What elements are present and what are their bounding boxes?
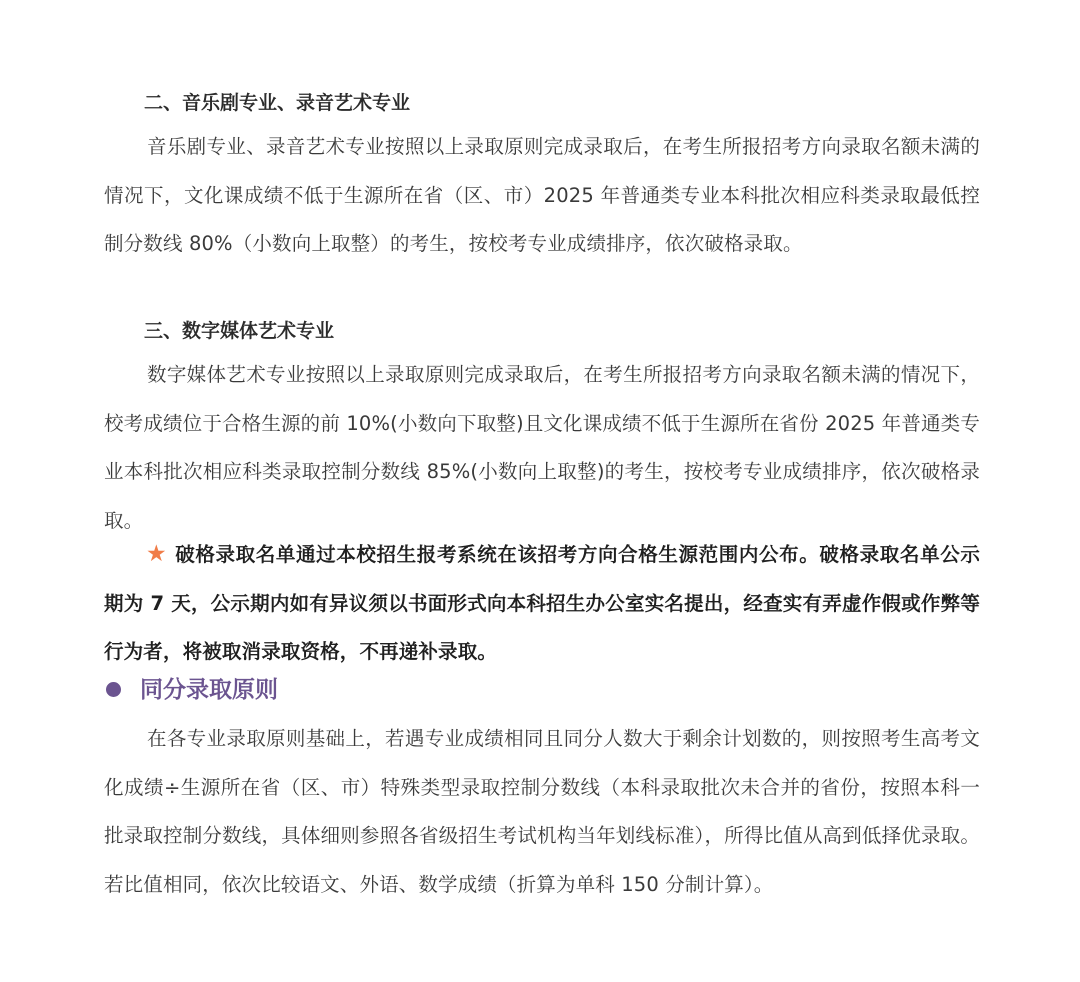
heading-digital-media: 三、数字媒体艺术专业 — [144, 320, 335, 342]
paragraph-exceptional-admission-notice — [104, 530, 980, 677]
bullet-dot-icon — [106, 682, 121, 697]
paragraph-tie-rule: 在各专业录取原则基础上，若遇专业成绩相同且同分人数大于剩余计划数的，则按照考生高考文化成绩÷生源所在省（区、市）特殊类型录取控制分数线（本科录取批次未合并的省份，按照本科一批录取控制分数线，具体细则参照各省级招生考试机构当年划线标准），所得比值从高到低择优录取。若比值相同，依次比较语文、外语、数学成绩（折算为单科 150 分制计算）。 — [104, 727, 980, 896]
paragraph-digital-media: 数字媒体艺术专业按照以上录取原则完成录取后，在考生所报招考方向录取名额未满的情况下，校考成绩位于合格生源的前 10%(小数向下取整)且文化课成绩不低于生源所在省份 2025 年普通类专业本科批次相应科类录取控制分数线 85%(小数向上取整)的考生，按校考专业成绩排序，依次破格录取。 — [104, 363, 980, 532]
heading-musical-recording: 二、音乐剧专业、录音艺术专业 — [144, 92, 411, 114]
star-icon: ★ — [146, 541, 168, 567]
notice-text: 破格录取名单通过本校招生报考系统在该招考方向合格生源范围内公布。破格录取名单公示期为 7 天，公示期内如有异议须以书面形式向本科招生办公室实名提出，经查实有弄虚作假或作弊等行为者，将被取消录取资格，不再递补录取。 — [104, 543, 980, 664]
section-title-tie-rule: 同分录取原则 — [140, 677, 278, 703]
paragraph-musical-recording: 音乐剧专业、录音艺术专业按照以上录取原则完成录取后，在考生所报招考方向录取名额未满的情况下，文化课成绩不低于生源所在省（区、市）2025 年普通类专业本科批次相应科类录取最低控制分数线 80%（小数向上取整）的考生，按校考专业成绩排序，依次破格录取。 — [104, 135, 980, 256]
